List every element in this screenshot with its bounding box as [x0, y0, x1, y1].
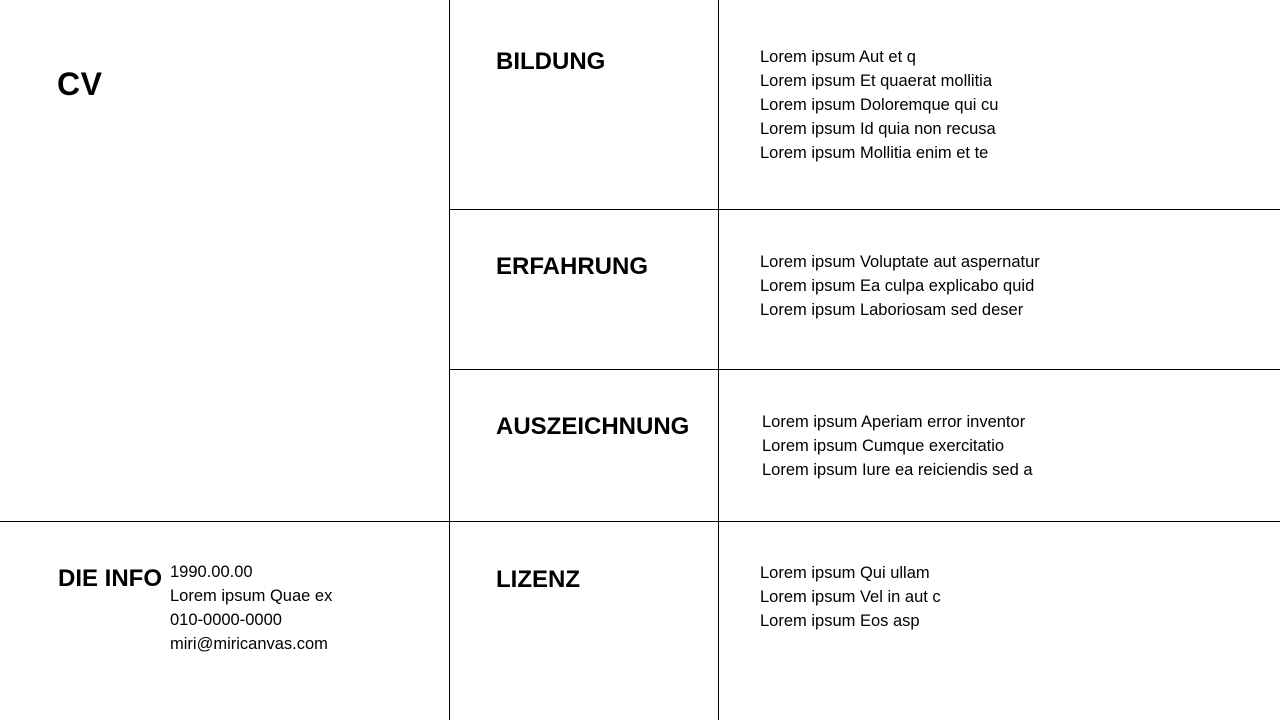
section-list-lizenz	[760, 561, 941, 633]
info-list	[170, 560, 332, 656]
list-item: Lorem ipsum Doloremque qui cu	[760, 96, 999, 114]
list-item: Lorem ipsum Aut et q	[760, 48, 916, 66]
list-item: Lorem ipsum Iure ea reiciendis sed a	[762, 461, 1033, 479]
page-title: CV	[57, 66, 103, 102]
list-item: Lorem ipsum Et quaerat mollitia	[760, 72, 993, 90]
info-email: miri@miricanvas.com	[170, 635, 328, 653]
section-list-erfahrung	[760, 250, 1040, 322]
list-item: Lorem ipsum Mollitia enim et te	[760, 144, 989, 162]
horizontal-divider-bottom	[0, 521, 1280, 522]
list-item: Lorem ipsum Id quia non recusa	[760, 120, 996, 138]
section-heading-auszeichnung: AUSZEICHNUNG	[496, 413, 690, 440]
list-item: Lorem ipsum Ea culpa explicabo quid	[760, 277, 1035, 295]
list-item: Lorem ipsum Laboriosam sed deser	[760, 301, 1024, 319]
list-item: Lorem ipsum Eos asp	[760, 612, 920, 630]
info-address: Lorem ipsum Quae ex	[170, 587, 333, 605]
vertical-divider-left	[449, 0, 450, 720]
info-phone: 010-0000-0000	[170, 611, 282, 629]
list-item: Lorem ipsum Vel in aut c	[760, 588, 941, 606]
section-list-auszeichnung	[762, 410, 1033, 482]
info-heading: DIE INFO	[58, 565, 163, 592]
info-birthdate: 1990.00.00	[170, 563, 253, 581]
section-heading-lizenz: LIZENZ	[496, 566, 580, 593]
list-item: Lorem ipsum Aperiam error inventor	[762, 413, 1026, 431]
section-heading-erfahrung: ERFAHRUNG	[496, 253, 649, 280]
list-item: Lorem ipsum Cumque exercitatio	[762, 437, 1005, 455]
section-heading-bildung: BILDUNG	[496, 48, 606, 75]
vertical-divider-right	[718, 0, 719, 720]
section-list-bildung	[760, 45, 998, 165]
list-item: Lorem ipsum Voluptate aut aspernatur	[760, 253, 1040, 271]
horizontal-divider-bildung	[450, 209, 1280, 210]
horizontal-divider-erfahrung	[450, 369, 1280, 370]
list-item: Lorem ipsum Qui ullam	[760, 564, 930, 582]
